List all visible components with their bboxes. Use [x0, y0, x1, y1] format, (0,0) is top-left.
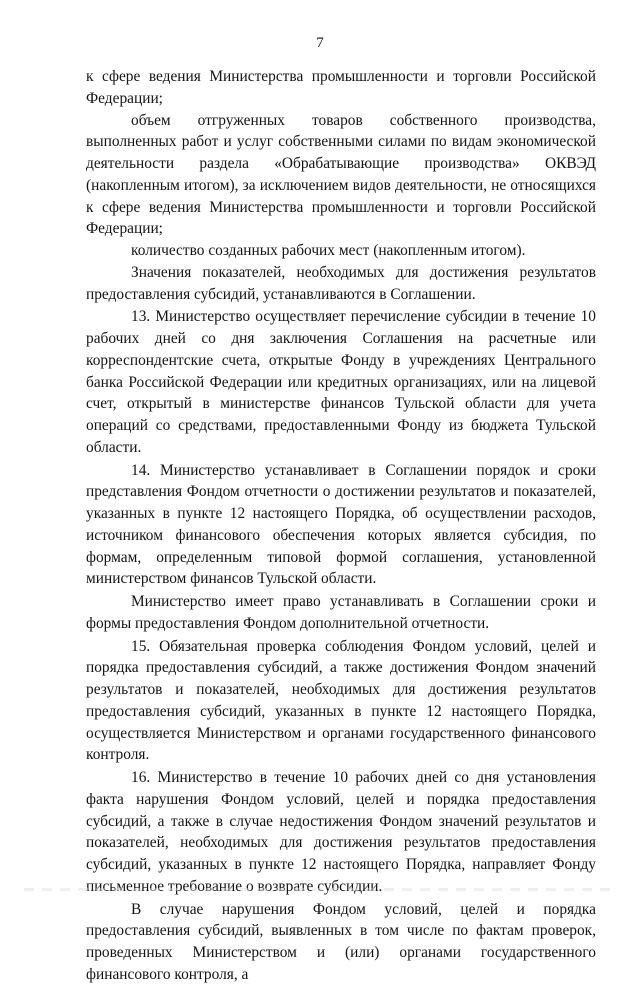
paragraph-shipped-goods-indicator: объем отгруженных товаров собственного производства, выполненных работ и услуг собственными силами по видам экономической деятельности раздела «Обрабатывающие производства» ОКВЭД (накопленным итогом), за исключением видов деятельности, не относящихся к сфере ведения Министерства промышленности и торговли Российской Федерации; — [86, 111, 596, 238]
page-number: 7 — [316, 35, 324, 51]
paragraph-violation-case: В случае нарушения Фондом условий, целей и порядка предоставления субсидий, выявленных в том числе по фактам проверок, проведенных Министерством и (или) органами государственного финансового контроля, а — [86, 900, 596, 983]
paragraph-clause-16: 16. Министерство в течение 10 рабочих дней со дня установления факта нарушения Фондом условий, целей и порядка предоставления субсидий, а также в случае недостижения Фондом значений результатов и показателей, необходимых для достижения результатов предоставления субсидий, указанных в пункте 12 настоящего Порядка, направляет Фонду письменное требование о возврате субсидии. — [86, 769, 596, 895]
paragraph-continuation: к сфере ведения Министерства промышленности и торговли Российской Федерации; — [86, 68, 596, 107]
paragraph-jobs-indicator: количество созданных рабочих мест (накопленным итогом). — [131, 242, 526, 259]
paragraph-additional-reporting: Министерство имеет право устанавливать в Соглашении сроки и формы предоставления Фондом дополнительной отчетности. — [86, 593, 596, 632]
scan-edge-artifact — [24, 888, 614, 891]
paragraph-clause-14: 14. Министерство устанавливает в Соглашении порядок и сроки представления Фондом отчетности о достижении результатов и показателей, указанных в пункте 12 настоящего Порядка, об осуществлении расходов, источником финансового обеспечения которых является субсидия, по формам, определенным типовой формой соглашения, установленной министерством финансов Тульской области. — [86, 461, 596, 588]
paragraph-clause-13: 13. Министерство осуществляет перечисление субсидии в течение 10 рабочих дней со дня заключения Соглашения на расчетные или корреспондентские счета, открытые Фонду в учреждениях Центрального банка Российской Федерации или кредитных организациях, или на лицевой счет, открытый в министерстве финансов Тульской области для учета операций со средствами, предоставленными Фонду из бюджета Тульской области. — [86, 308, 596, 456]
document-body — [86, 66, 596, 986]
paragraph-clause-15: 15. Обязательная проверка соблюдения Фондом условий, целей и порядка предоставления субсидий, а также достижения Фондом значений результатов и показателей, необходимых для достижения результатов предоставления субсидий, указанных в пункте 12 настоящего Порядка, осуществляется Министерством и органами государственного финансового контроля. — [86, 637, 596, 764]
paragraph-indicator-values: Значения показателей, необходимых для достижения результатов предоставления субсидий, устанавливаются в Соглашении. — [86, 263, 596, 303]
